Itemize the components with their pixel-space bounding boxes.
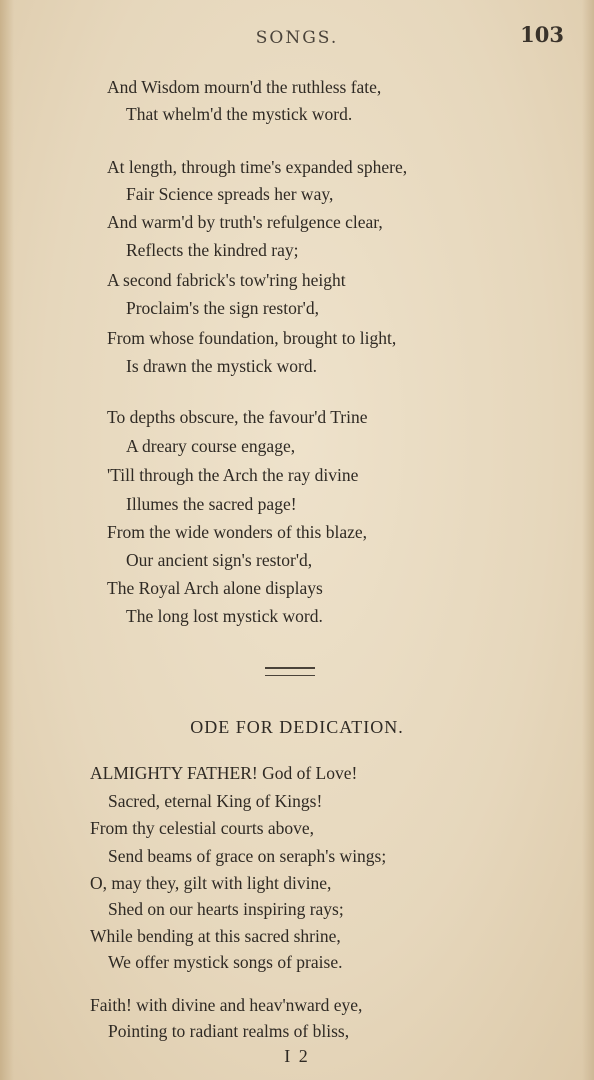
verse-line: A second fabrick's tow'ring height [107,270,346,290]
verse-line: The Royal Arch alone displays [107,578,323,598]
verse-line: Shed on our hearts inspiring rays; [108,899,344,919]
section-divider [265,667,315,676]
ode-title: ODE FOR DEDICATION. [190,717,404,737]
verse-line: Reflects the kindred ray; [126,240,299,260]
verse-line: Send beams of grace on seraph's wings; [108,846,387,866]
verse-line: O, may they, gilt with light divine, [90,873,332,893]
verse-line: From whose foundation, brought to light, [107,328,397,348]
verse-line: Sacred, eternal King of Kings! [108,791,323,811]
verse-line: From the wide wonders of this blaze, [107,522,368,542]
running-head: SONGS. [255,28,339,48]
verse-line: And Wisdom mourn'd the ruthless fate, [107,77,382,97]
page-number: 103 [520,22,564,47]
verse-line: 'Till through the Arch the ray divine [107,465,359,485]
page-edge-shadow-left [0,0,14,1080]
verse-line: Is drawn the mystick word. [126,356,318,376]
verse-line: That whelm'd the mystick word. [126,104,353,124]
verse-line: Faith! with divine and heav'nward eye, [90,995,363,1015]
verse-line: Illumes the sacred page! [126,494,297,514]
verse-line: While bending at this sacred shrine, [90,926,341,946]
verse-line: From thy celestial courts above, [90,818,315,838]
verse-line: A dreary course engage, [126,436,296,456]
verse-line: Pointing to radiant realms of bliss, [108,1021,350,1041]
verse-line: The long lost mystick word. [126,606,323,626]
verse-line: ALMIGHTY FATHER! God of Love! [90,763,358,783]
page-header [0,22,594,52]
verse-line: Proclaim's the sign restor'd, [126,298,319,318]
verse-line: And warm'd by truth's refulgence clear, [107,212,383,232]
verse-line: We offer mystick songs of praise. [108,952,343,972]
verse-line: At length, through time's expanded sphere, [107,157,408,177]
signature-mark: I 2 [284,1046,310,1066]
verse-line: Fair Science spreads her way, [126,184,334,204]
verse-line: To depths obscure, the favour'd Trine [107,407,368,427]
page-edge-shadow-right [582,0,594,1080]
verse-line: Our ancient sign's restor'd, [126,550,313,570]
